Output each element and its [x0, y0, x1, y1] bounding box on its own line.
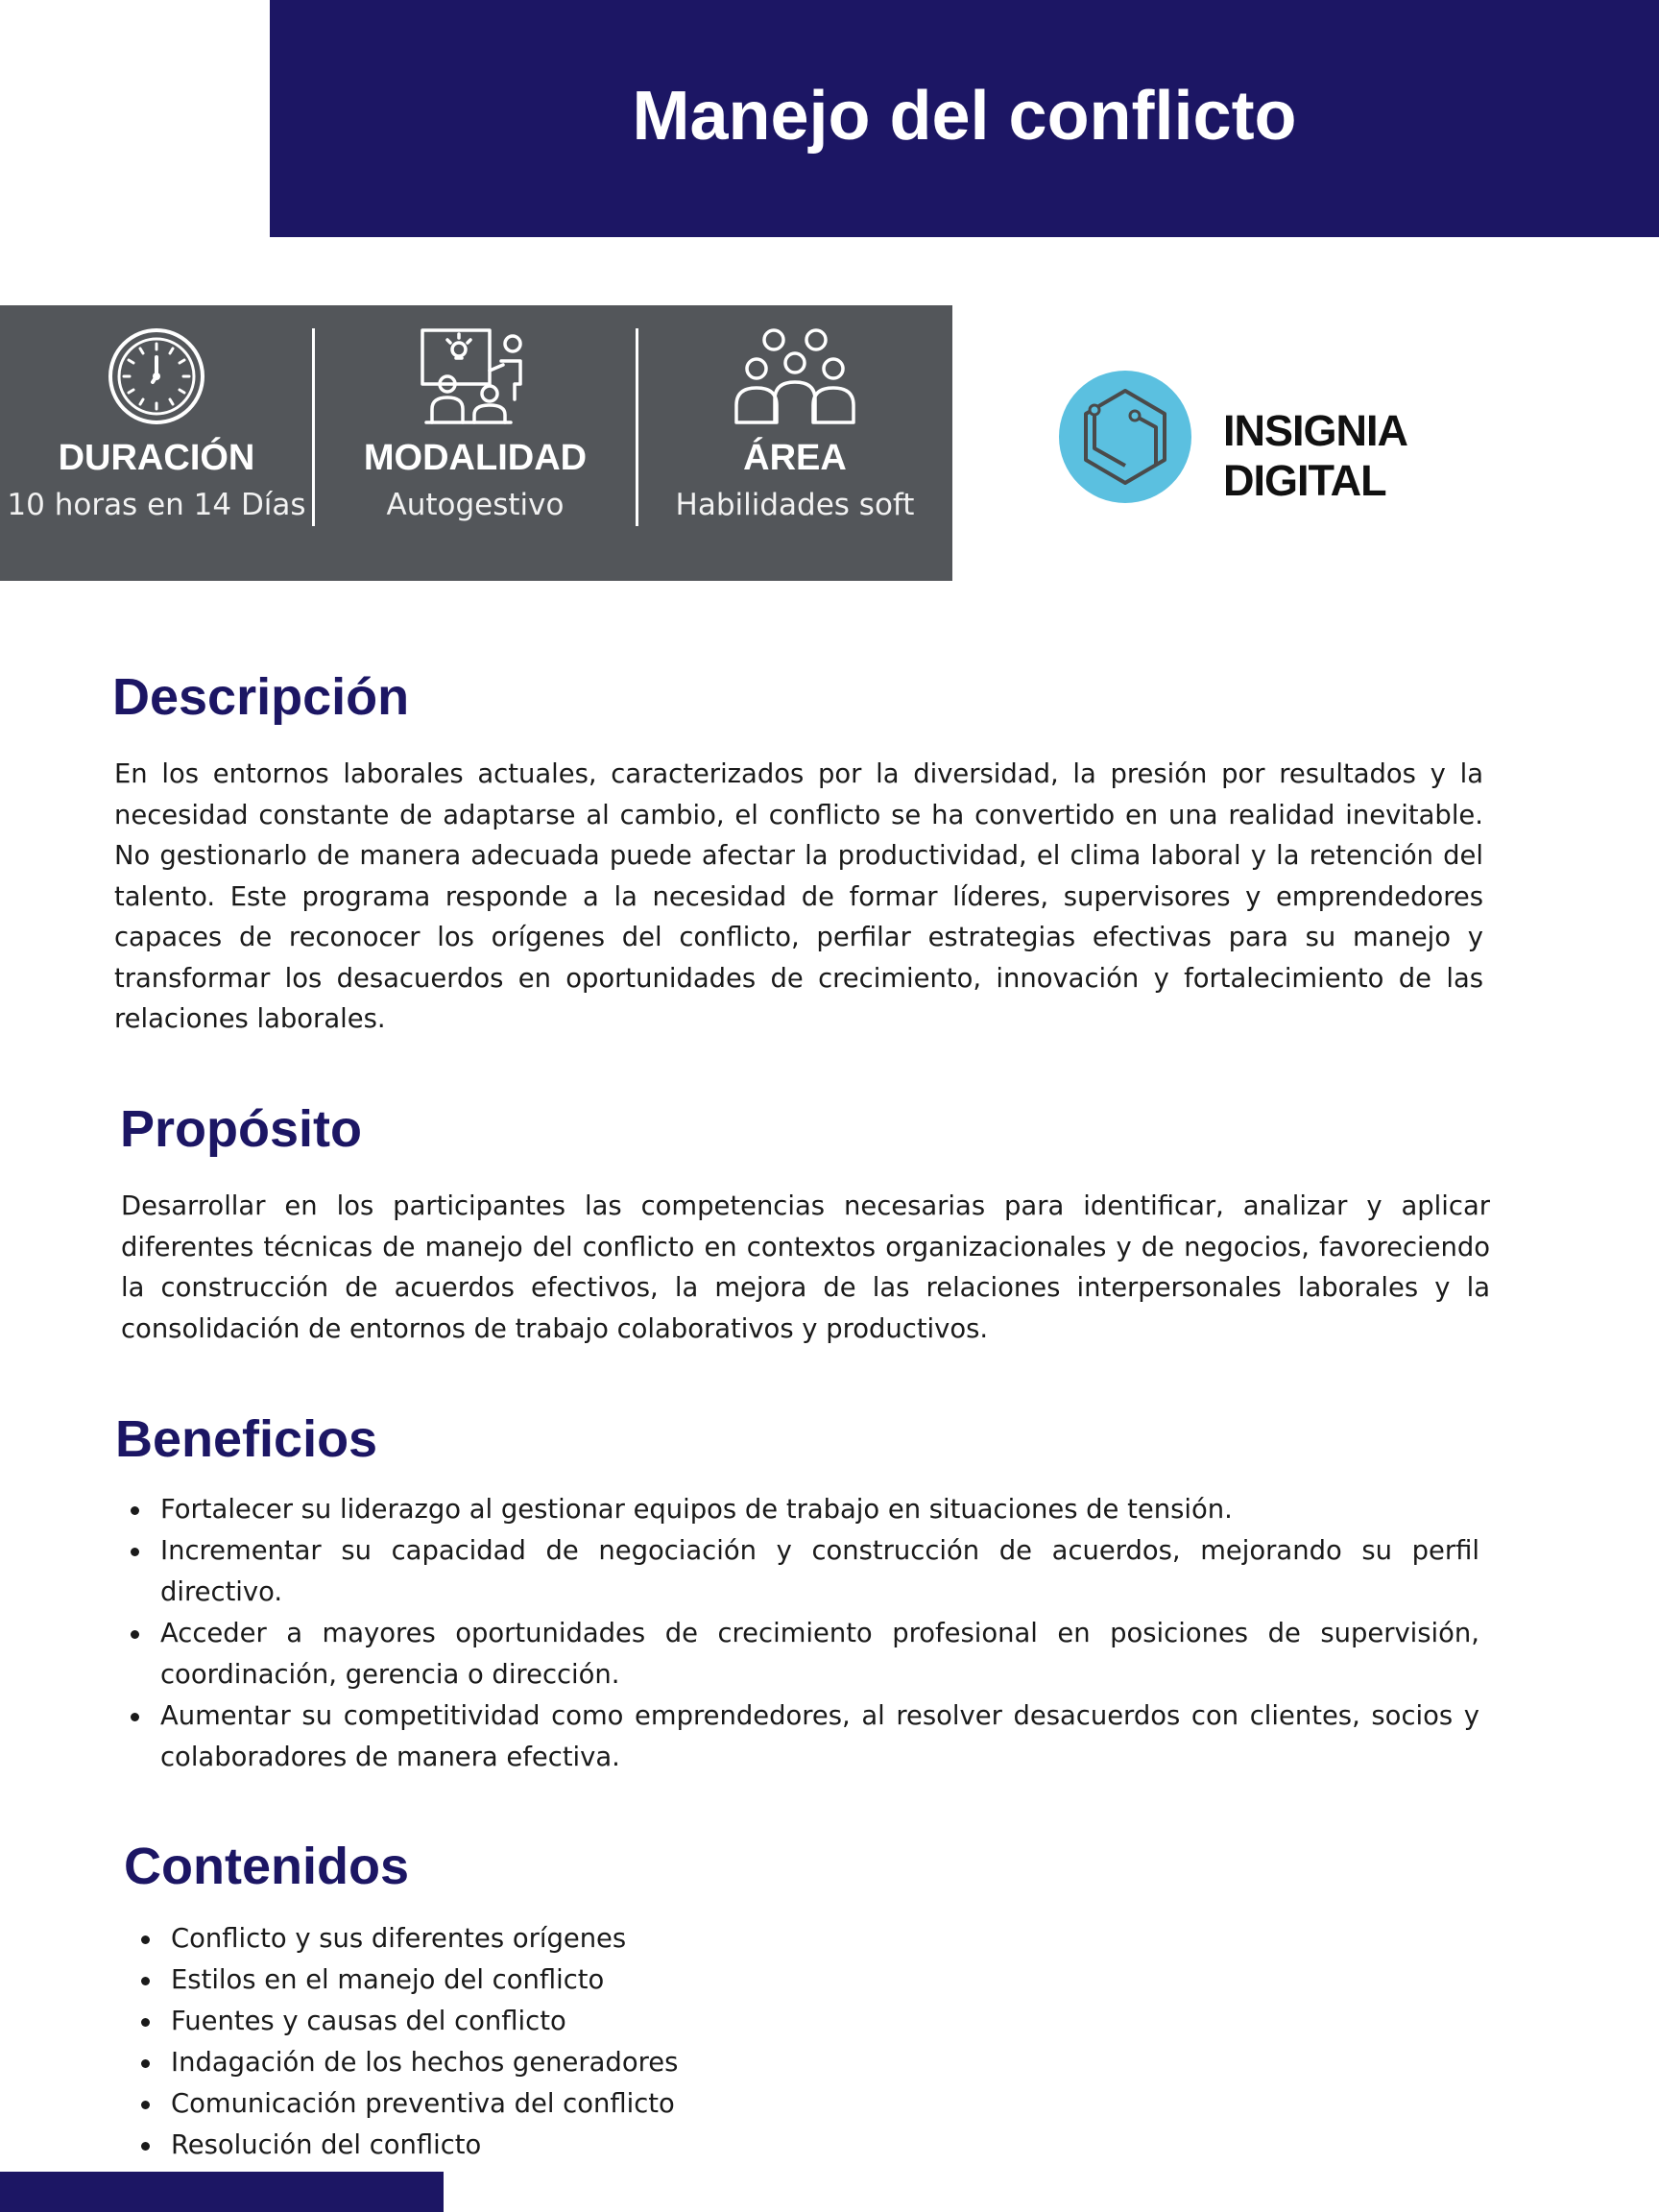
- beneficios-list: [114, 1489, 1479, 1778]
- duration-block: [0, 305, 313, 581]
- modality-block: [313, 305, 637, 581]
- section-title-beneficios: Beneficios: [115, 1410, 378, 1468]
- contenidos-list: [125, 1918, 1085, 2166]
- section-title-contenidos: Contenidos: [124, 1838, 409, 1895]
- area-block: [637, 305, 952, 581]
- page-title: Manejo del conflicto: [632, 77, 1297, 155]
- digital-badge: [1058, 370, 1576, 509]
- title-banner: [270, 0, 1659, 237]
- descripcion-text: En los entornos laborales actuales, caracterizados por la diversidad, la presión por resultados y la necesidad constante de adaptarse al cambio, el conflicto se ha convertido en una realidad inevitable. No gestionarlo de manera adecuada puede afectar la productividad, el clima laboral y la retención del talento. Este programa responde a la necesidad de formar líderes, supervisores y emprendedores capaces de reconocer los orígenes del conflicto, perfilar estrategias efectivas para su manejo y transformar los desacuerdos en oportunidades de crecimiento, innovación y fortalecimiento de las relaciones laborales.: [114, 759, 1483, 1034]
- duration-label: DURACIÓN: [58, 438, 255, 478]
- list-item: Comunicación preventiva del conflicto: [125, 2083, 1085, 2125]
- list-item: Estilos en el manejo del conflicto: [125, 1960, 1085, 2001]
- area-value: Habilidades soft: [675, 488, 915, 522]
- list-item: Fuentes y causas del conflicto: [125, 2001, 1085, 2042]
- proposito-text: Desarrollar en los participantes las competencias necesarias para identificar, analizar y aplicar diferentes técnicas de manejo del conflicto en contextos organizacionales y de negocios, favoreciendo la construcción de acuerdos efectivos, la mejora de las relaciones interpersonales laborales y la consolidación de entornos de trabajo colaborativos y productivos.: [121, 1191, 1490, 1344]
- list-item: Acceder a mayores oportunidades de crecimiento profesional en posiciones de supervisión, coordinación, gerencia o dirección.: [114, 1613, 1479, 1695]
- list-item: Incrementar su capacidad de negociación y construcción de acuerdos, mejorando su perfil directivo.: [114, 1530, 1479, 1613]
- section-title-descripcion: Descripción: [112, 668, 410, 726]
- area-label: ÁREA: [743, 438, 847, 478]
- modality-value: Autogestivo: [386, 488, 565, 522]
- course-info-bar: [0, 305, 952, 581]
- group-people-icon: [733, 326, 857, 426]
- list-item: Indagación de los hechos generadores: [125, 2042, 1085, 2083]
- footer-bar: [0, 2172, 444, 2212]
- list-item: Resolución del conflicto: [125, 2125, 1085, 2166]
- list-item: Fortalecer su liderazgo al gestionar equipos de trabajo en situaciones de tensión.: [114, 1489, 1479, 1530]
- badge-label: INSIGNIA DIGITAL: [1223, 406, 1407, 505]
- section-title-proposito: Propósito: [120, 1100, 362, 1158]
- list-item: Aumentar su competitividad como emprendedores, al resolver desacuerdos con clientes, socios y colaboradores de manera efectiva.: [114, 1695, 1479, 1778]
- hexagon-circuit-icon: [1058, 370, 1192, 504]
- modality-label: MODALIDAD: [363, 438, 588, 478]
- teacher-presentation-icon: [419, 326, 532, 426]
- list-item: Conflicto y sus diferentes orígenes: [125, 1918, 1085, 1960]
- clock-icon: [107, 326, 206, 426]
- duration-value: 10 horas en 14 Días: [7, 488, 306, 522]
